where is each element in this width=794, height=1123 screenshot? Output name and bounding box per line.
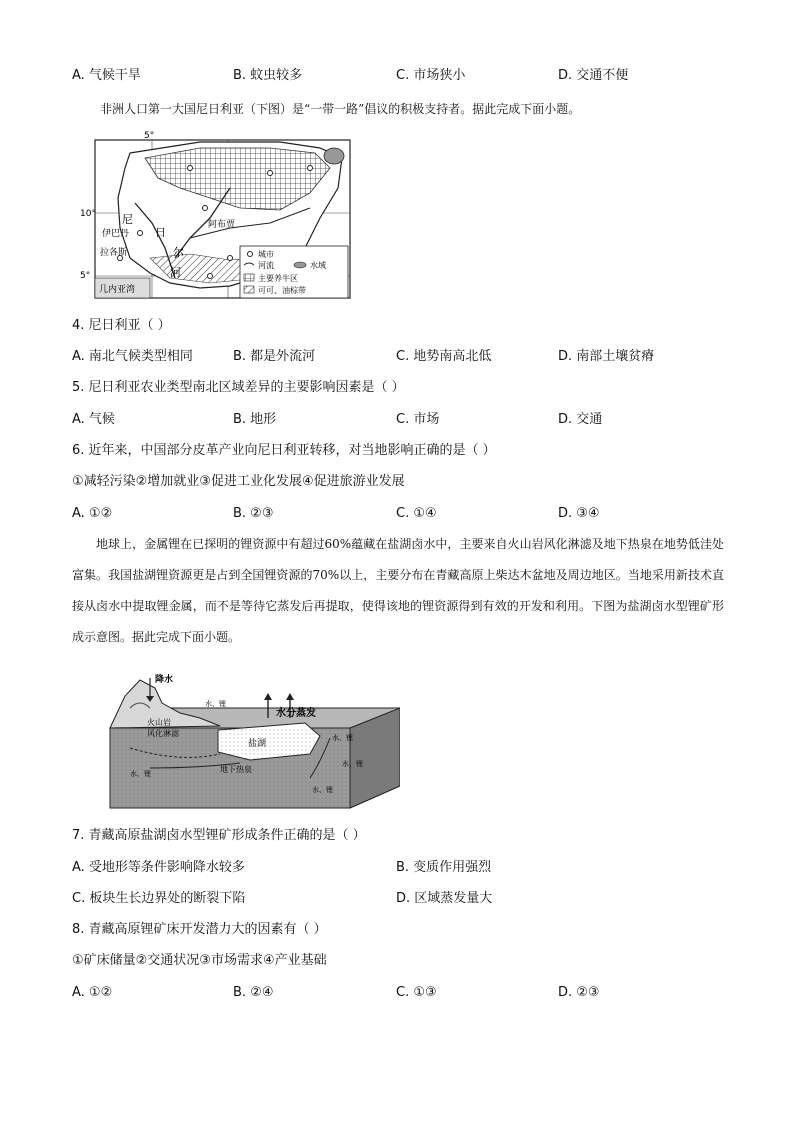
legend-cocoa: 可可、油棕带	[258, 286, 306, 295]
q4-option-c: C. 地势南高北低	[396, 349, 492, 364]
q3-option-b: B. 蚊虫较多	[233, 68, 303, 83]
legend-river: 河流	[258, 261, 274, 270]
q7-stem: 7. 青藏高原盐湖卤水型锂矿形成条件正确的是（ ）	[72, 828, 366, 843]
q8-option-c: C. ①③	[396, 985, 437, 1000]
diagram-evap: 水分蒸发	[276, 708, 316, 719]
diagram-li-1: 水、锂	[205, 700, 226, 708]
q6-option-c: C. ①④	[396, 506, 437, 521]
q4-option-b: B. 都是外流河	[233, 349, 316, 364]
q8-items: ①矿床储量②交通状况③市场需求④产业基础	[72, 953, 327, 968]
diagram-li-4: 水、锂	[342, 760, 363, 768]
q4-stem: 4. 尼日利亚（ ）	[72, 318, 171, 333]
legend-city: 城市	[258, 250, 274, 259]
q7-option-a: A. 受地形等条件影响降水较多	[72, 860, 245, 875]
diagram-volcanic: 火山岩	[147, 718, 171, 727]
map-gulf: 几内亚湾	[99, 285, 136, 295]
map-lat-10: 10°	[80, 209, 96, 219]
q6-items: ①减轻污染②增加就业③促进工业化发展④促进旅游业发展	[72, 474, 405, 489]
q7-option-d: D. 区域蒸发量大	[396, 891, 493, 906]
q4-option-a: A. 南北气候类型相同	[72, 349, 193, 364]
q5-option-a: A. 气候	[72, 412, 115, 427]
diagram-weathering: 风化淋滤	[147, 729, 179, 738]
diagram-li-3: 水、锂	[130, 770, 151, 778]
q5-option-d: D. 交通	[558, 412, 603, 427]
diagram-precip: 降水	[155, 675, 174, 685]
map-lat-5: 5°	[80, 271, 91, 281]
q7-option-b: B. 变质作用强烈	[396, 860, 492, 875]
q5-option-b: B. 地形	[233, 412, 277, 427]
map-lat-5n: 5°	[144, 131, 155, 141]
q6-option-a: A. ①②	[72, 506, 113, 521]
q8-stem: 8. 青藏高原锂矿床开发潜力大的因素有（ ）	[72, 922, 327, 937]
legend-cattle: 主要养牛区	[258, 274, 298, 283]
q8-option-a: A. ①②	[72, 985, 113, 1000]
q6-option-d: D. ③④	[558, 506, 600, 521]
q6-option-b: B. ②③	[233, 506, 274, 521]
q5-option-c: C. 市场	[396, 412, 440, 427]
q5-stem: 5. 尼日利亚农业类型南北区域差异的主要影响因素是（ ）	[72, 380, 405, 395]
map-label-er: 尔	[173, 246, 184, 259]
map-city-abuja: 阿布贾	[208, 220, 236, 230]
q3-option-c: C. 市场狭小	[396, 68, 466, 83]
q8-option-d: D. ②③	[558, 985, 600, 1000]
nigeria-map	[80, 128, 360, 306]
map-label-he: 河	[170, 266, 181, 279]
legend-water: 水域	[310, 261, 326, 270]
q4-option-d: D. 南部土壤贫瘠	[558, 349, 655, 364]
q6-stem: 6. 近年来，中国部分皮革产业向尼日利亚转移，对当地影响正确的是（ ）	[72, 443, 496, 458]
q8-option-b: B. ②④	[233, 985, 274, 1000]
diagram-hot-spring: 地下热泉	[220, 765, 252, 774]
q3-option-a: A. 气候干旱	[72, 68, 141, 83]
map-label-ri: 日	[155, 226, 166, 239]
map-city-ibadan: 伊巴丹	[102, 229, 130, 239]
diagram-salt-lake: 盐湖	[248, 739, 267, 749]
salt-lake-diagram	[100, 668, 400, 810]
intro-lithium: 地球上，金属锂在已探明的锂资源中有超过60%蕴藏在盐湖卤水中，主要来自火山岩风化淋滤及地下热泉在地势低洼处富集。我国盐湖锂资源更是占到全国锂资源的70%以上，主要分布在青藏高原上柴达木盆地及周边地区。当地采用新技术直接从卤水中提取锂金属，而不是等待它蒸发后再提取，使得该地的锂资源得到有效的开发和利用。下图为盐湖卤水型锂矿形成示意图。据此完成下面小题。	[72, 537, 724, 644]
diagram-li-5: 水、锂	[312, 786, 333, 794]
q7-option-c: C. 板块生长边界处的断裂下陷	[72, 891, 246, 906]
q3-option-d: D. 交通不便	[558, 68, 629, 83]
intro-nigeria: 非洲人口第一大国尼日利亚（下图）是“一带一路”倡议的积极支持者。据此完成下面小题。	[100, 102, 581, 116]
diagram-li-2: 水、锂	[332, 734, 353, 742]
map-label-ni: 尼	[122, 213, 133, 226]
map-city-lagos: 拉各斯	[100, 248, 128, 258]
